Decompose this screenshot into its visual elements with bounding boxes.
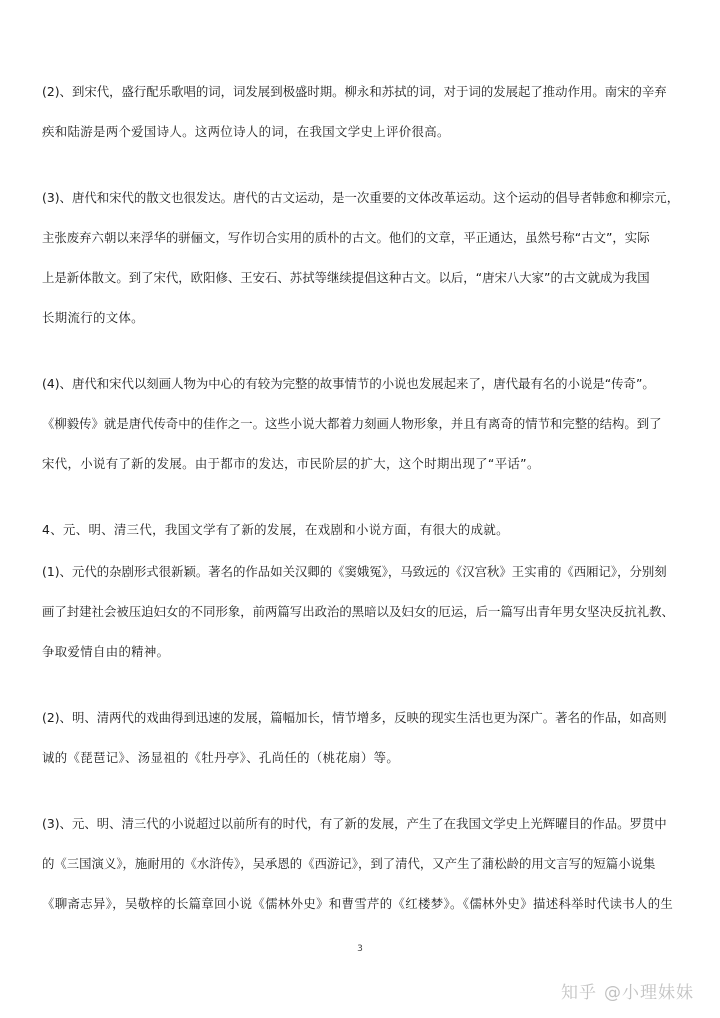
para-4-1-yuan-zaju (42, 552, 680, 672)
text-line: (1)、元代的杂剧形式很新颖。著名的作品如关汉卿的《窦娥冤》，马致远的《汉宫秋》王实甫的《西厢记》，分别刻 (42, 564, 667, 579)
heading-4-yuan-ming-qing (42, 510, 680, 550)
para-2-song-ci (42, 72, 680, 152)
para-4-3-ming-qing-fiction (42, 804, 680, 924)
text-line: 《柳毅传》就是唐代传奇中的佳作之一。这些小说大都着力刻画人物形象，并且有离奇的情节和完整的结构。到了 (42, 416, 662, 431)
text-line: 主张废弃六朝以来浮华的骈俪文，写作切合实用的质朴的古文。他们的文章，平正通达，虽然号称“古文”，实际 (42, 230, 650, 245)
text-line: 诚的《琵琶记》、汤显祖的《牡丹亭》、孔尚任的（桃花扇）等。 (42, 750, 400, 765)
text-line: 画了封建社会被压迫妇女的不同形象，前两篇写出政治的黑暗以及妇女的厄运，后一篇写出青年男女坚决反抗礼教、 (42, 604, 674, 619)
watermark (561, 978, 694, 1003)
text-line: 上是新体散文。到了宋代，欧阳修、王安石、苏拭等继续提倡这种古文。以后，“唐宋八大家”的古文就成为我国 (42, 270, 650, 285)
page-number: 3 (357, 944, 363, 954)
text-line: 4、元、明、清三代，我国文学有了新的发展，在戏剧和小说方面，有很大的成就。 (42, 522, 509, 537)
text-line: 长期流行的文体。 (42, 310, 144, 325)
text-line: 《聊斋志异》，吴敬梓的长篇章回小说《儒林外史》和曹雪芹的《红楼梦》。《儒林外史》描述科举时代读书人的生 (42, 896, 674, 911)
text-line: 疾和陆游是两个爱国诗人。这两位诗人的词，在我国文学史上评价很高。 (42, 124, 450, 139)
text-line: (3)、元、明、清三代的小说超过以前所有的时代，有了新的发展，产生了在我国文学史上光辉曜目的作品。罗贯中 (42, 816, 667, 831)
document-body (42, 72, 680, 924)
watermark-brand: 知乎 (561, 983, 597, 1003)
text-line: (4)、唐代和宋代以刻画人物为中心的有较为完整的故事情节的小说也发展起来了，唐代最有名的小说是“传奇”。 (42, 376, 655, 391)
para-4-2-ming-qing-drama (42, 698, 680, 778)
para-3-tang-song-prose (42, 178, 680, 338)
text-line: (2)、明、清两代的戏曲得到迅速的发展，篇幅加长，情节增多，反映的现实生活也更为深广。著名的作品，如高则 (42, 710, 667, 725)
text-line: (2)、到宋代，盛行配乐歌唱的词，词发展到极盛时期。柳永和苏拭的词，对于词的发展起了推动作用。南宋的辛弃 (42, 84, 667, 99)
text-line: 争取爱情自由的精神。 (42, 644, 170, 659)
text-line: 宋代，小说有了新的发展。由于都市的发达，市民阶层的扩大，这个时期出现了“平话”。 (42, 456, 540, 471)
para-4-tang-song-fiction (42, 364, 680, 484)
text-line: 的《三国演义》，施耐用的《水浒传》，吴承恩的《西游记》，到了清代，又产生了蒲松龄的用文言写的短篇小说集 (42, 856, 656, 871)
text-line: (3)、唐代和宋代的散文也很发达。唐代的古文运动，是一次重要的文体改革运动。这个运动的倡导者韩愈和柳宗元， (42, 190, 680, 205)
watermark-username: @小理妹妹 (604, 983, 694, 1003)
